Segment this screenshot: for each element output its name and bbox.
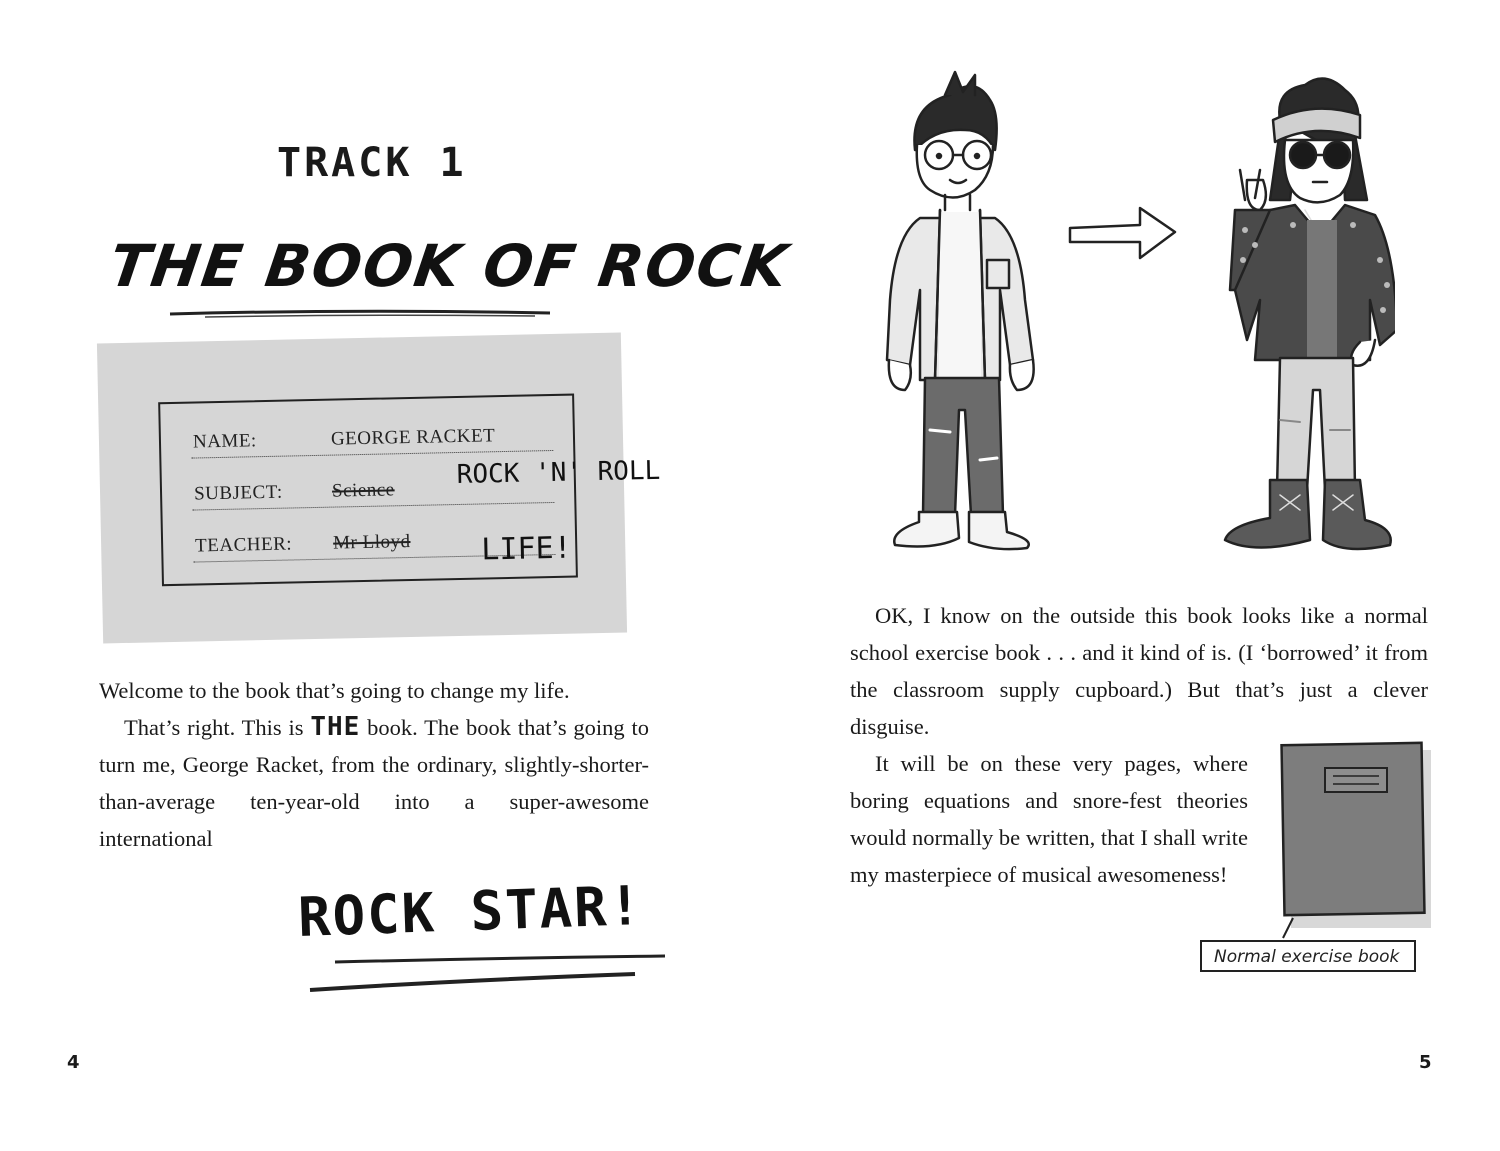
teacher-handwritten: LIFE!: [480, 530, 572, 568]
name-value: GEORGE RACKET: [330, 425, 496, 450]
left-paragraph-1: Welcome to the book that’s going to change my life.: [99, 678, 570, 703]
transformation-arrow-icon: [1070, 208, 1175, 258]
right-page: [750, 0, 1500, 1151]
subject-struck-value: Science: [331, 479, 395, 502]
teacher-struck-value: Mr Lloyd: [332, 530, 411, 554]
rock-star-george-figure: [1225, 79, 1395, 549]
label-frame: [158, 394, 661, 587]
exercise-book-caption: [1200, 940, 1416, 972]
page-number-left: 4: [67, 1052, 80, 1073]
ordinary-george-figure: [887, 72, 1034, 549]
left-paragraph-2-end: book. The book that’s going to turn me, George Racket, from the ordinary, slightly-shorter-than-average ten-year-old into a super-awesome international: [99, 715, 649, 851]
name-label: NAME:: [192, 430, 257, 453]
page-number-right: 5: [1419, 1052, 1432, 1073]
track-heading: TRACK 1: [277, 140, 467, 186]
chapter-title: THE BOOK OF ROCK: [105, 232, 794, 300]
right-paragraph-1: OK, I know on the outside this book looks like a normal school exercise book . . . and it kind of is. (I ‘borrowed’ it from the classroom supply cupboard.) But that’s just a clever disguise.: [850, 603, 1428, 739]
george-transformation-illustration: [875, 60, 1395, 570]
subject-label: SUBJECT:: [193, 481, 283, 505]
rock-star-underline: [305, 950, 675, 1000]
left-paragraph-2-start: That’s right. This is: [124, 715, 311, 740]
the-emphasis: THE: [310, 712, 361, 742]
subject-handwritten: ROCK 'N' ROLL: [456, 455, 661, 491]
title-underline: [165, 305, 555, 321]
exercise-book-caption-text: Normal exercise book: [1214, 947, 1400, 967]
left-body-text: [99, 672, 649, 857]
exercise-book-label: [97, 333, 661, 644]
right-paragraph-2: It will be on these very pages, where boring equations and snore-fest theories would normally be written, that I shall write my masterpiece of musical awesomeness!: [850, 751, 1248, 887]
teacher-label: TEACHER:: [194, 533, 293, 557]
left-paragraph-2: [99, 709, 649, 857]
rock-star-heading: ROCK STAR!: [297, 873, 645, 950]
right-body-text-top: [850, 597, 1428, 745]
exercise-book-illustration: [1275, 740, 1435, 940]
right-body-text-bottom: [850, 745, 1248, 893]
name-row: [191, 416, 554, 459]
